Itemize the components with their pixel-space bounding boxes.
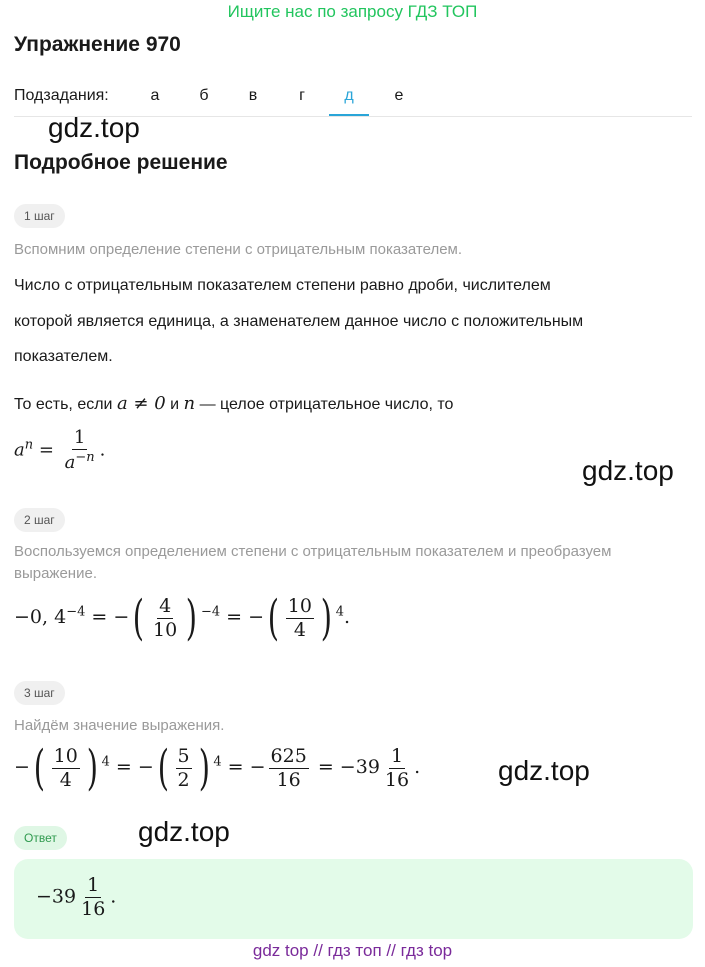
watermark: gdz.top (498, 755, 590, 786)
step-1-hint: Вспомним определение степени с отрицательным показателем. (14, 241, 463, 258)
step-2-badge: 2 шаг (14, 508, 65, 532)
tab-g[interactable]: г (299, 87, 305, 104)
answer-formula: −39 $\frac{1}{16}$ . (36, 874, 117, 920)
step-3-hint: Найдём значение выражения. (14, 717, 225, 734)
page-title: Упражнение 970 (14, 33, 181, 56)
step-1-condition (14, 393, 453, 414)
footer (0, 941, 705, 961)
step-3-badge: 3 шаг (14, 681, 65, 705)
step-1-badge: 1 шаг (14, 204, 65, 228)
condition-math-1: a ≠ 0 (116, 393, 166, 414)
tab-a[interactable]: а (150, 87, 160, 104)
footer-sep-1: // (313, 941, 323, 960)
subtasks-label: Подзадания: (14, 87, 109, 104)
tab-e[interactable]: е (394, 87, 404, 104)
footer-link-3[interactable]: гдз top (400, 941, 453, 960)
condition-and: и (170, 396, 180, 413)
footer-link-2[interactable]: гдз топ (327, 941, 382, 960)
footer-sep-2: // (386, 941, 396, 960)
step-1-line-3: показателем. (14, 348, 113, 365)
answer-badge: Ответ (14, 826, 67, 850)
step-1-line-1: Число с отрицательным показателем степени равно дроби, числителем (14, 277, 551, 294)
tab-v[interactable]: в (248, 87, 258, 104)
step-1-line-2: которой является единица, а знаменателем данное число с положительным (14, 313, 584, 330)
watermark: gdz.top (48, 112, 140, 143)
tab-d[interactable]: д (329, 78, 369, 116)
condition-math-2: n (183, 393, 196, 414)
top-banner: Ищите нас по запросу ГДЗ ТОП (227, 2, 478, 21)
footer-link-1[interactable]: gdz top (252, 941, 309, 960)
step-2-formula: −0, $4^{-4}$ = −( $\frac{4}{10}$ ) $^{-4}$ = −( $\frac{10}{4}$ ) $^4$. (14, 590, 351, 646)
step-1-formula: $a^n$ = $\frac{1}{a^{-n}}$ . (14, 427, 106, 473)
step-2-hint: Воспользуемся определением степени с отрицательным показателем и преобразуем выражение. (14, 543, 612, 582)
condition-prefix: То есть, если (14, 396, 113, 413)
condition-suffix: — целое отрицательное число, то (199, 396, 454, 413)
watermark: gdz.top (582, 455, 674, 486)
watermark: gdz.top (138, 816, 230, 847)
tab-b[interactable]: б (199, 87, 209, 104)
step-3-formula: −( $\frac{10}{4}$ ) $^4$ = −( $\frac{5}{2}$ ) $^4$ = − $\frac{625}{16}$ = −39 $\frac{1}{16}$ . (14, 740, 421, 796)
answer-box (14, 859, 693, 939)
section-title: Подробное решение (14, 151, 228, 174)
